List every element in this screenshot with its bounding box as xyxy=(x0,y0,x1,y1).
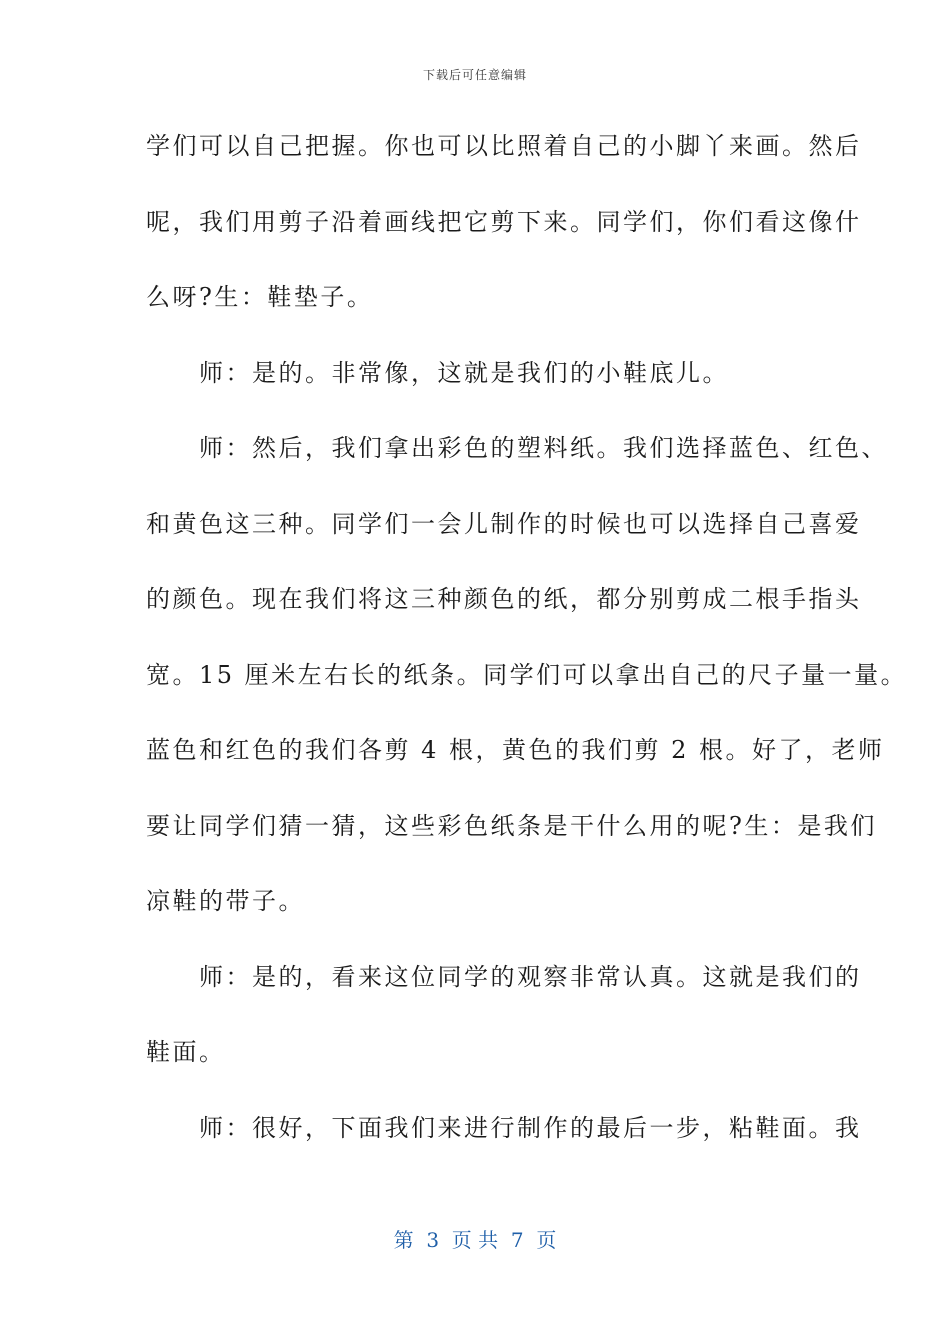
text-line: 学们可以自己把握。你也可以比照着自己的小脚丫来画。然后 xyxy=(146,132,862,160)
text-line: 凉鞋的带子。 xyxy=(146,887,305,915)
page-header: 下载后可任意编辑 xyxy=(422,68,527,82)
page-number-footer: 第 3 页 共 7 页 xyxy=(393,1228,557,1252)
text-line: 师：很好，下面我们来进行制作的最后一步，粘鞋面。我 xyxy=(146,1113,862,1142)
text-line: 宽。15 厘米左右长的纸条。同学们可以拿出自己的尺子量一量。 xyxy=(146,660,908,689)
text-line: 呢，我们用剪子沿着画线把它剪下来。同学们，你们看这像什 xyxy=(146,207,862,236)
text-line: 蓝色和红色的我们各剪 4 根，黄色的我们剪 2 根。好了，老师 xyxy=(146,736,885,764)
text-line: 的颜色。现在我们将这三种颜色的纸，都分别剪成二根手指头 xyxy=(146,585,862,613)
text-line: 和黄色这三种。同学们一会儿制作的时候也可以选择自己喜爱 xyxy=(146,509,862,538)
text-line: 师：然后，我们拿出彩色的塑料纸。我们选择蓝色、红色、 xyxy=(146,434,888,462)
text-line: 鞋面。 xyxy=(146,1038,226,1066)
text-line: 要让同学们猜一猜，这些彩色纸条是干什么用的呢?生：是我们 xyxy=(146,811,877,840)
text-line: 师：是的。非常像，这就是我们的小鞋底儿。 xyxy=(146,358,729,387)
text-line: 么呀?生：鞋垫子。 xyxy=(146,283,374,311)
document-body xyxy=(146,116,908,1173)
text-line: 师：是的，看来这位同学的观察非常认真。这就是我们的 xyxy=(146,962,862,991)
